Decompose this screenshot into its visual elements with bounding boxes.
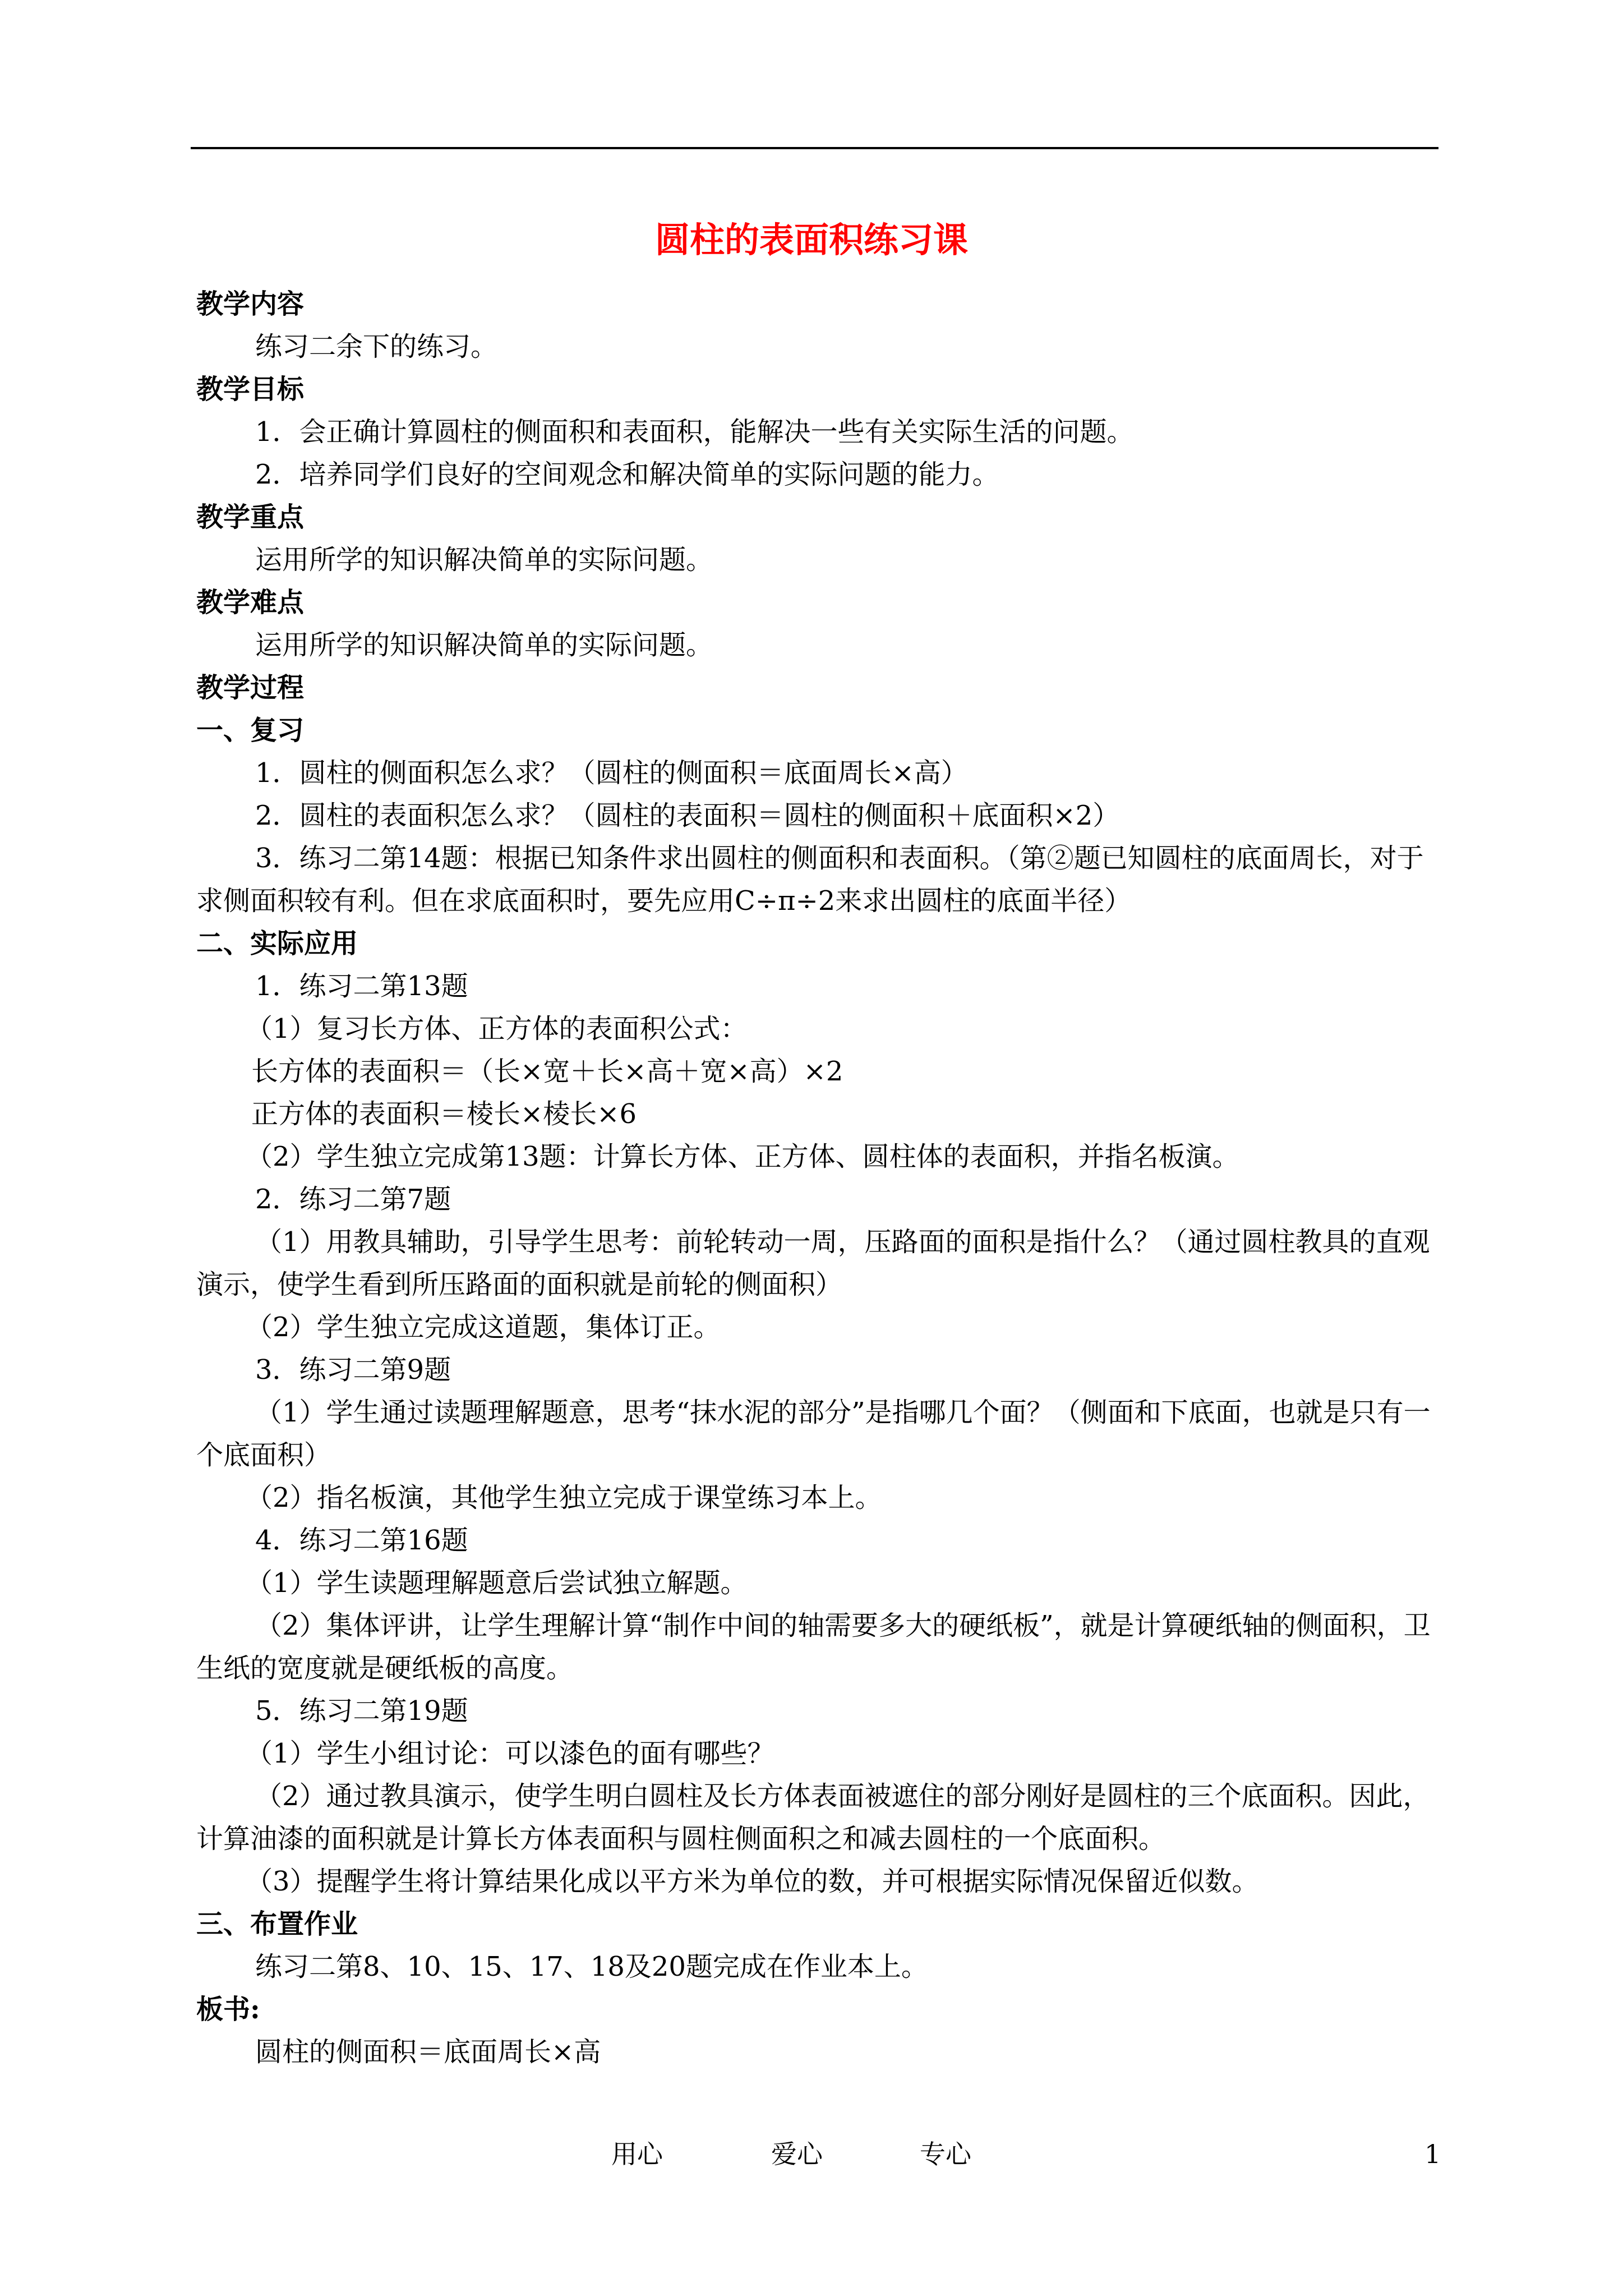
footer-word: 爱心 — [771, 2139, 823, 2169]
page-number: 1 — [1424, 2139, 1441, 2169]
list-item: 5．练习二第19题 — [255, 1695, 468, 1727]
sub-item: （2）学生独立完成这道题，集体订正。 — [246, 1312, 721, 1343]
sub-item: （2）通过教具演示，使学生明白圆柱及长方体表面被遮住的部分刚好是圆柱的三个底面积。因此，计算油漆的面积就是计算长方体表面积与圆柱侧面积之和减去圆柱的一个底面积。 — [196, 1780, 1430, 1855]
sub-item: （3）提醒学生将计算结果化成以平方米为单位的数，并可根据实际情况保留近似数。 — [246, 1866, 1259, 1897]
list-item: 1．圆柱的侧面积怎么求？（圆柱的侧面积＝底面周长×高） — [255, 757, 968, 789]
document-body — [196, 283, 1438, 2073]
sub-item: （1）用教具辅助，引导学生思考：前轮转动一周，压路面的面积是指什么？（通过圆柱教具的直观演示，使学生看到所压路面的面积就是前轮的侧面积） — [196, 1226, 1430, 1300]
header-rule — [191, 147, 1438, 149]
section-heading-goals: 教学目标 — [196, 374, 305, 405]
sub-item: （1）学生读题理解题意后尝试独立解题。 — [246, 1567, 748, 1599]
sub-item: （1）学生小组讨论：可以漆色的面有哪些？ — [246, 1738, 774, 1769]
sub-item: （2）学生独立完成第13题：计算长方体、正方体、圆柱体的表面积，并指名板演。 — [246, 1141, 1239, 1172]
sub-item: （2）集体评讲，让学生理解计算“制作中间的轴需要多大的硬纸板”，就是计算硬纸轴的侧面积，卫生纸的宽度就是硬纸板的高度。 — [196, 1610, 1431, 1684]
list-item: 2．练习二第7题 — [255, 1184, 451, 1215]
document-title: 圆柱的表面积练习课 — [654, 219, 968, 260]
goal-item: 1．会正确计算圆柱的侧面积和表面积，能解决一些有关实际生活的问题。 — [255, 416, 1134, 448]
sub-item: （2）指名板演，其他学生独立完成于课堂练习本上。 — [246, 1482, 882, 1513]
section-heading-homework: 三、布置作业 — [196, 1908, 358, 1940]
paragraph: 练习二余下的练习。 — [255, 331, 498, 362]
list-item: 1．练习二第13题 — [255, 970, 468, 1002]
list-item: 4．练习二第16题 — [255, 1525, 468, 1556]
paragraph: 圆柱的侧面积＝底面周长×高 — [255, 2036, 601, 2068]
section-heading-content: 教学内容 — [196, 288, 305, 320]
goal-item: 2．培养同学们良好的空间观念和解决简单的实际问题的能力。 — [255, 459, 999, 490]
sub-item: （1）复习长方体、正方体的表面积公式： — [246, 1013, 748, 1045]
section-heading-review: 一、复习 — [196, 715, 305, 746]
paragraph: 练习二第8、10、15、17、18及20题完成在作业本上。 — [255, 1951, 928, 1982]
sub-item: （1）学生通过读题理解题意，思考“抹水泥的部分”是指哪几个面？（侧面和下底面，也就是只有一个底面积） — [196, 1397, 1431, 1471]
footer-word: 用心 — [611, 2139, 663, 2169]
formula-line: 正方体的表面积＝棱长×棱长×6 — [251, 1098, 637, 1130]
section-heading-difficulty: 教学难点 — [196, 587, 305, 618]
list-item: 3．练习二第14题：根据已知条件求出圆柱的侧面积和表面积。（第②题已知圆柱的底面周长，对于求侧面积较有利。但在求底面积时，要先应用C÷π÷2来求出圆柱的底面半径） — [196, 843, 1424, 917]
section-heading-key: 教学重点 — [196, 501, 305, 533]
section-heading-board: 板书: — [196, 1994, 260, 2025]
page-footer — [0, 2137, 1623, 2171]
section-heading-apply: 二、实际应用 — [196, 928, 358, 959]
paragraph: 运用所学的知识解决简单的实际问题。 — [255, 544, 713, 576]
list-item: 3．练习二第9题 — [255, 1354, 451, 1386]
paragraph: 运用所学的知识解决简单的实际问题。 — [255, 629, 713, 661]
list-item: 2．圆柱的表面积怎么求？（圆柱的表面积＝圆柱的侧面积＋底面积×2） — [255, 800, 1120, 831]
formula-line: 长方体的表面积＝（长×宽＋长×高＋宽×高）×2 — [251, 1056, 843, 1087]
footer-word: 专心 — [920, 2139, 971, 2169]
section-heading-process: 教学过程 — [196, 672, 305, 703]
